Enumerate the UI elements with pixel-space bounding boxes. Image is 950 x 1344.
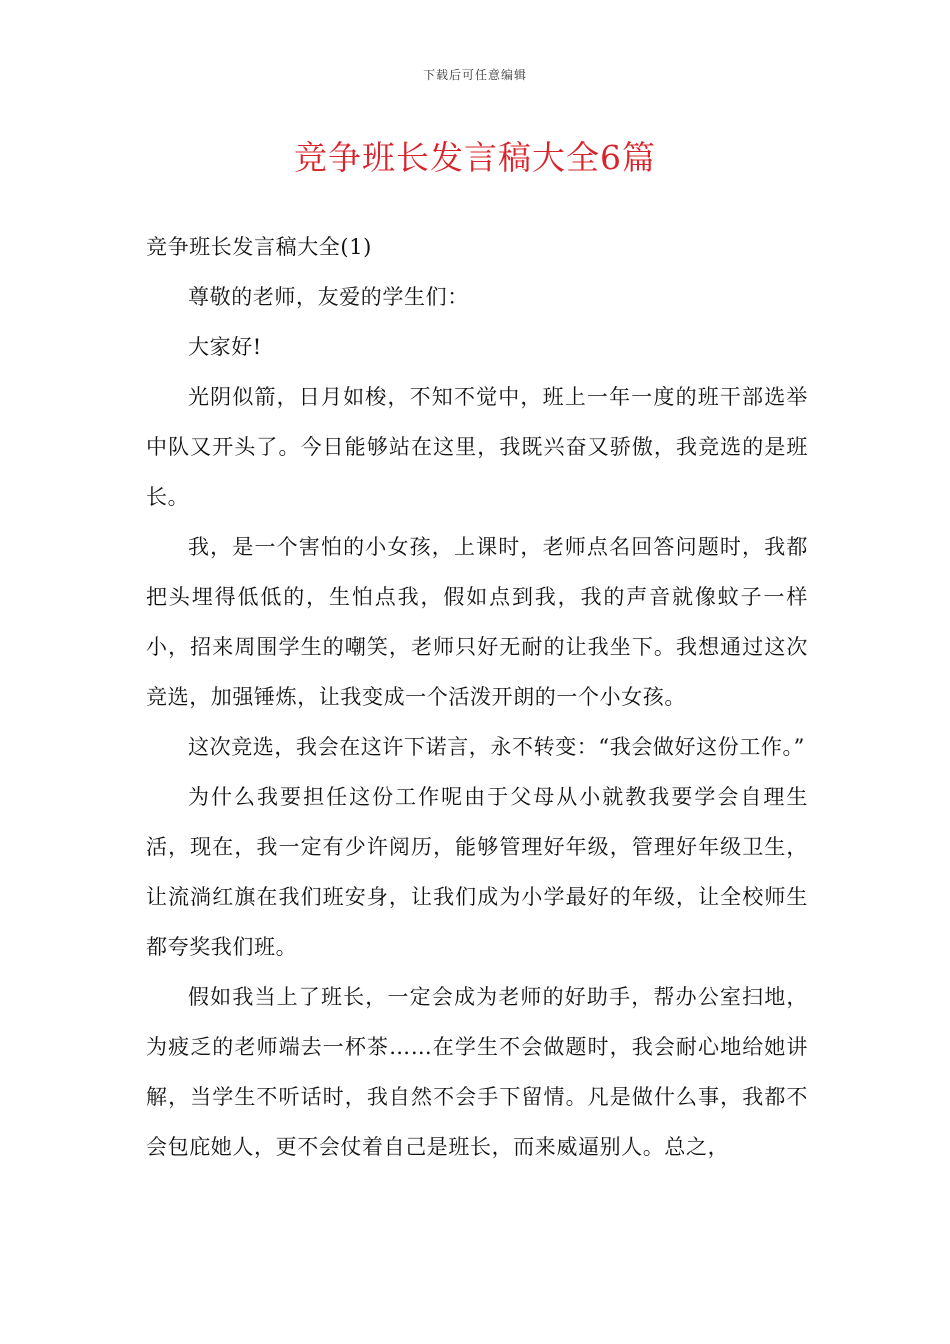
section-heading: 竞争班长发言稿大全(1) <box>146 235 372 259</box>
paragraph: 我，是一个害怕的小女孩，上课时，老师点名回答问题时，我都把头埋得低低的，生怕点我，假如点到我，我的声音就像蚊子一样小，招来周围学生的嘲笑，老师只好无耐的让我坐下。我想通过这次竞选，加强锤炼，让我变成一个活泼开朗的一个小女孩。 <box>146 535 808 709</box>
paragraph-greeting: 大家好! <box>188 335 262 359</box>
document-body <box>146 222 808 1172</box>
paragraph: 这次竞选，我会在这许下诺言，永不转变：“我会做好这份工作。” <box>188 735 805 759</box>
paragraph: 假如我当上了班长，一定会成为老师的好助手，帮办公室扫地，为疲乏的老师端去一杯茶……在学生不会做题时，我会耐心地给她讲解，当学生不听话时，我自然不会手下留情。凡是做什么事，我都不会包庇她人，更不会仗着自己是班长，而来威逼别人。总之， <box>146 985 808 1159</box>
document-title: 竞争班长发言稿大全6篇 <box>294 138 656 177</box>
paragraph: 光阴似箭，日月如梭，不知不觉中，班上一年一度的班干部选举中队又开头了。今日能够站在这里，我既兴奋又骄傲，我竞选的是班长。 <box>146 385 808 509</box>
paragraph-salutation: 尊敬的老师，友爱的学生们： <box>188 285 469 309</box>
header-note: 下载后可任意编辑 <box>422 68 527 82</box>
paragraph: 为什么我要担任这份工作呢由于父母从小就教我要学会自理生活，现在，我一定有少许阅历，能够管理好年级，管理好年级卫生，让流淌红旗在我们班安身，让我们成为小学最好的年级，让全校师生都夸奖我们班。 <box>146 785 808 959</box>
